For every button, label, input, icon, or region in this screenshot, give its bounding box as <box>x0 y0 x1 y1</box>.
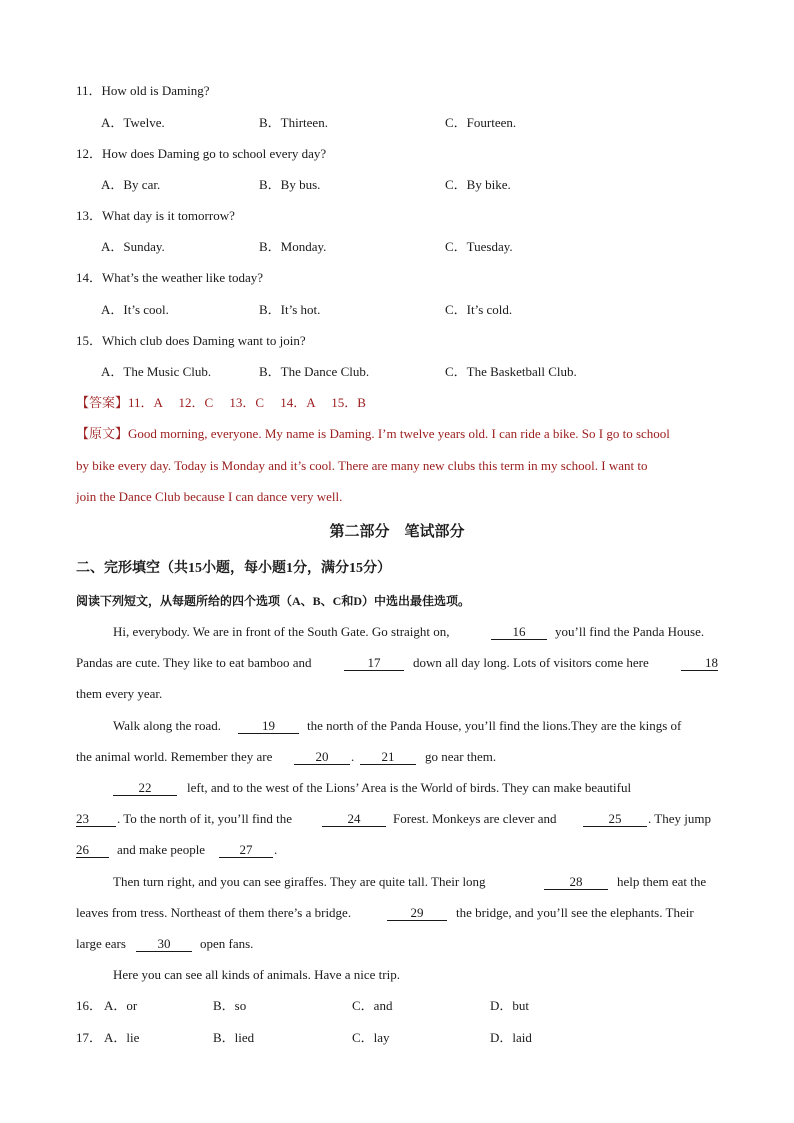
passage-text: Here you can see all kinds of animals. Have a nice trip. <box>113 967 400 982</box>
option-number: 16． <box>76 998 103 1013</box>
passage-text: . <box>351 749 355 764</box>
option-a: A．Sunday. <box>101 239 165 254</box>
option-b: B．Thirteen. <box>259 115 328 130</box>
answer-key: 【答案】11．A 12．C 13．C 14．A 15．B <box>76 395 366 410</box>
passage-text: them every year. <box>76 686 163 701</box>
section-title: 二、完形填空（共15小题，每小题1分，满分15分） <box>76 561 391 576</box>
option-c: C．The Basketball Club. <box>445 364 577 379</box>
passage-text: open fans. <box>200 936 254 951</box>
question-stem: 15．Which club does Daming want to join? <box>76 333 306 348</box>
option-a: A．Twelve. <box>101 115 165 130</box>
passage-text: and make people <box>117 842 206 857</box>
option-c: C．It’s cold. <box>445 302 513 317</box>
blank-18: 18 <box>681 654 718 672</box>
option-b: B．It’s hot. <box>259 302 321 317</box>
option-c: C．By bike. <box>445 177 511 192</box>
transcript-line: 【原文】Good morning, everyone. My name is Daming. I’m twelve years old. I can ride a bike. So I go to school <box>76 426 670 441</box>
passage-text: down all day long. Lots of visitors come here <box>413 655 649 670</box>
option-a: A．The Music Club. <box>101 364 212 379</box>
passage-text: . They jump <box>648 811 711 826</box>
blank-23: 23 <box>76 810 116 828</box>
option-c: C．and <box>352 998 393 1013</box>
passage-text: large ears <box>76 936 126 951</box>
question-stem: 14．What’s the weather like today? <box>76 270 263 285</box>
blank-25: 25 <box>583 810 647 828</box>
question-stem: 13．What day is it tomorrow? <box>76 208 235 223</box>
passage-text: Then turn right, and you can see giraffes. They are quite tall. Their long <box>113 874 486 889</box>
option-a: A．By car. <box>101 177 161 192</box>
blank-24: 24 <box>322 810 386 828</box>
passage-text: Hi, everybody. We are in front of the South Gate. Go straight on, <box>113 624 450 639</box>
option-b: B．The Dance Club. <box>259 364 370 379</box>
blank-22: 22 <box>113 779 177 797</box>
blank-19: 19 <box>238 717 299 735</box>
passage-text: the bridge, and you’ll see the elephants. Their <box>456 905 694 920</box>
blank-28: 28 <box>544 873 608 891</box>
option-a: A．or <box>104 998 138 1013</box>
option-number: 17． <box>76 1030 103 1045</box>
passage-text: the north of the Panda House, you’ll find the lions.They are the kings of <box>307 718 682 733</box>
blank-27: 27 <box>219 841 273 859</box>
part-title: 第二部分 笔试部分 <box>329 524 465 540</box>
option-d: D．but <box>490 998 530 1013</box>
option-b: B．By bus. <box>259 177 321 192</box>
blank-30: 30 <box>136 935 192 953</box>
transcript-line: join the Dance Club because I can dance very well. <box>76 489 343 504</box>
passage-text: leaves from tress. Northeast of them there’s a bridge. <box>76 905 352 920</box>
blank-20: 20 <box>294 748 350 766</box>
passage-text: left, and to the west of the Lions’ Area is the World of birds. They can make beautiful <box>187 780 632 795</box>
passage-text: help them eat the <box>617 874 707 889</box>
question-stem: 12．How does Daming go to school every day? <box>76 146 327 161</box>
passage-text: . To the north of it, you’ll find the <box>117 811 293 826</box>
section-instruction: 阅读下列短文，从每题所给的四个选项（A、B、C和D）中选出最佳选项。 <box>76 594 471 608</box>
blank-17: 17 <box>344 654 404 672</box>
passage-text: Pandas are cute. They like to eat bamboo and <box>76 655 312 670</box>
option-a: A．It’s cool. <box>101 302 169 317</box>
option-c: C．Fourteen. <box>445 115 517 130</box>
blank-29: 29 <box>387 904 447 922</box>
question-stem: 11．How old is Daming? <box>76 83 210 98</box>
option-a: A．lie <box>104 1030 140 1045</box>
passage-text: . <box>274 842 278 857</box>
option-d: D．laid <box>490 1030 532 1045</box>
passage-text: the animal world. Remember they are <box>76 749 273 764</box>
passage-text: Walk along the road. <box>113 718 221 733</box>
passage-text: go near them. <box>425 749 497 764</box>
blank-21: 21 <box>360 748 416 766</box>
passage-text: you’ll find the Panda House. <box>555 624 705 639</box>
option-b: B．Monday. <box>259 239 327 254</box>
transcript-line: by bike every day. Today is Monday and it’s cool. There are many new clubs this term in my school. I want to <box>76 458 648 473</box>
option-c: C．lay <box>352 1030 390 1045</box>
blank-26: 26 <box>76 841 109 859</box>
blank-16: 16 <box>491 623 547 641</box>
option-b: B．lied <box>213 1030 255 1045</box>
option-c: C．Tuesday. <box>445 239 513 254</box>
passage-text: Forest. Monkeys are clever and <box>393 811 557 826</box>
option-b: B．so <box>213 998 247 1013</box>
